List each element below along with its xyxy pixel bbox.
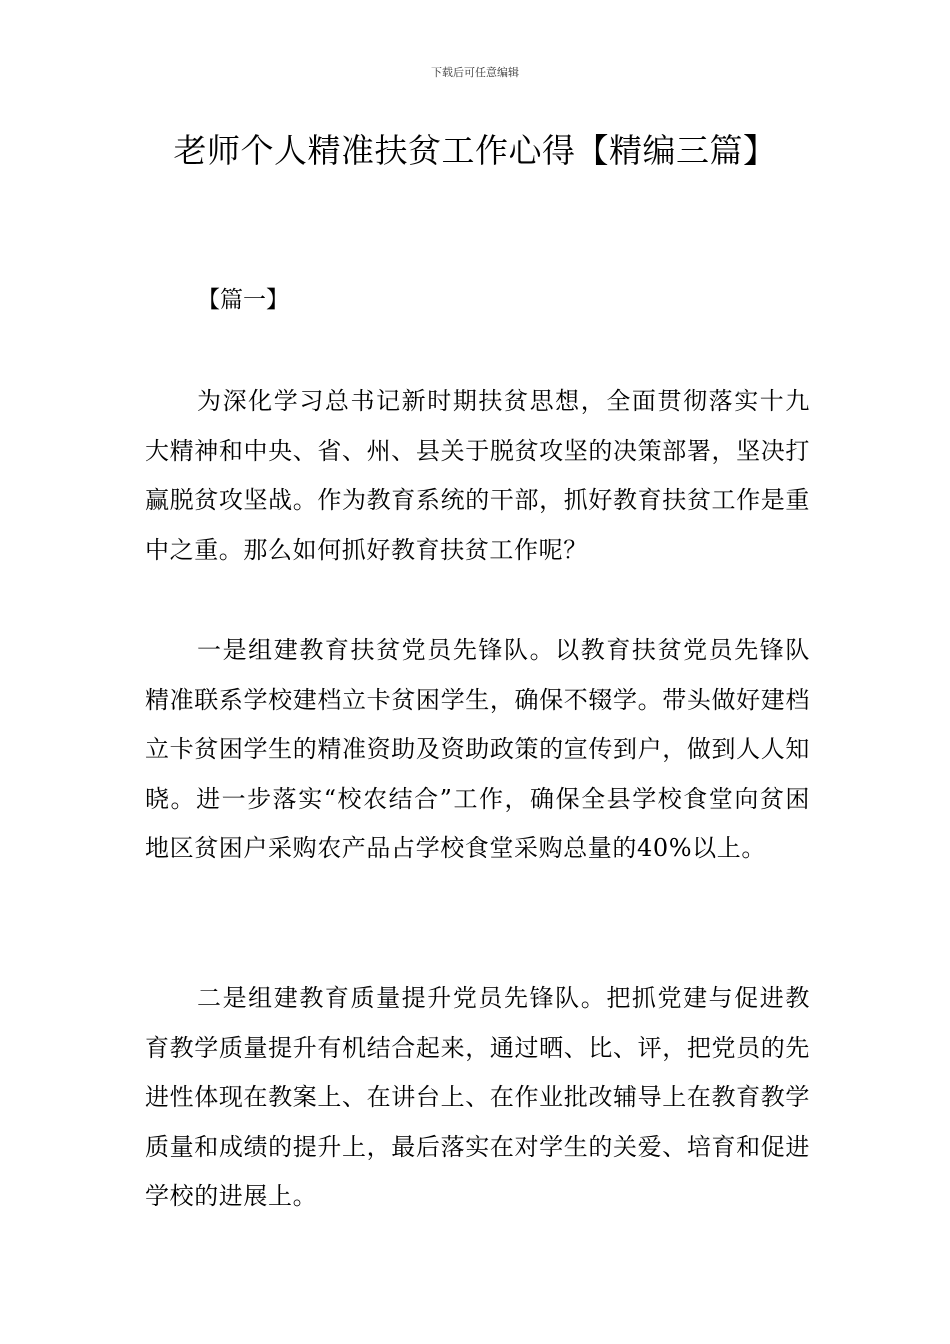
header-note: 下载后可任意编辑 [431,66,519,79]
paragraph-3: 二是组建教育质量提升党员先锋队。把抓党建与促进教育教学质量提升有机结合起来，通过晒、比、评，把党员的先进性体现在教案上、在讲台上、在作业批改辅导上在教育教学质量和成绩的提升上，最后落实在对学生的关爱、培育和促进学校的进展上。 [145,984,810,1211]
section-label: 【篇一】 [197,287,289,313]
paragraph-1: 为深化学习总书记新时期扶贫思想，全面贯彻落实十九大精神和中央、省、州、县关于脱贫攻坚的决策部署，坚决打赢脱贫攻坚战。作为教育系统的干部，抓好教育扶贫工作是重中之重。那么如何抓好教育扶贫工作呢？ [145,387,810,564]
paragraph-2: 一是组建教育扶贫党员先锋队。以教育扶贫党员先锋队精准联系学校建档立卡贫困学生，确保不辍学。带头做好建档立卡贫困学生的精准资助及资助政策的宣传到户，做到人人知晓。进一步落实“校农结合”工作，确保全县学校食堂向贫困地区贫困户采购农产品占学校食堂采购总量的40%以上。 [145,636,810,863]
document-title: 老师个人精准扶贫工作心得【精编三篇】 [173,131,777,170]
